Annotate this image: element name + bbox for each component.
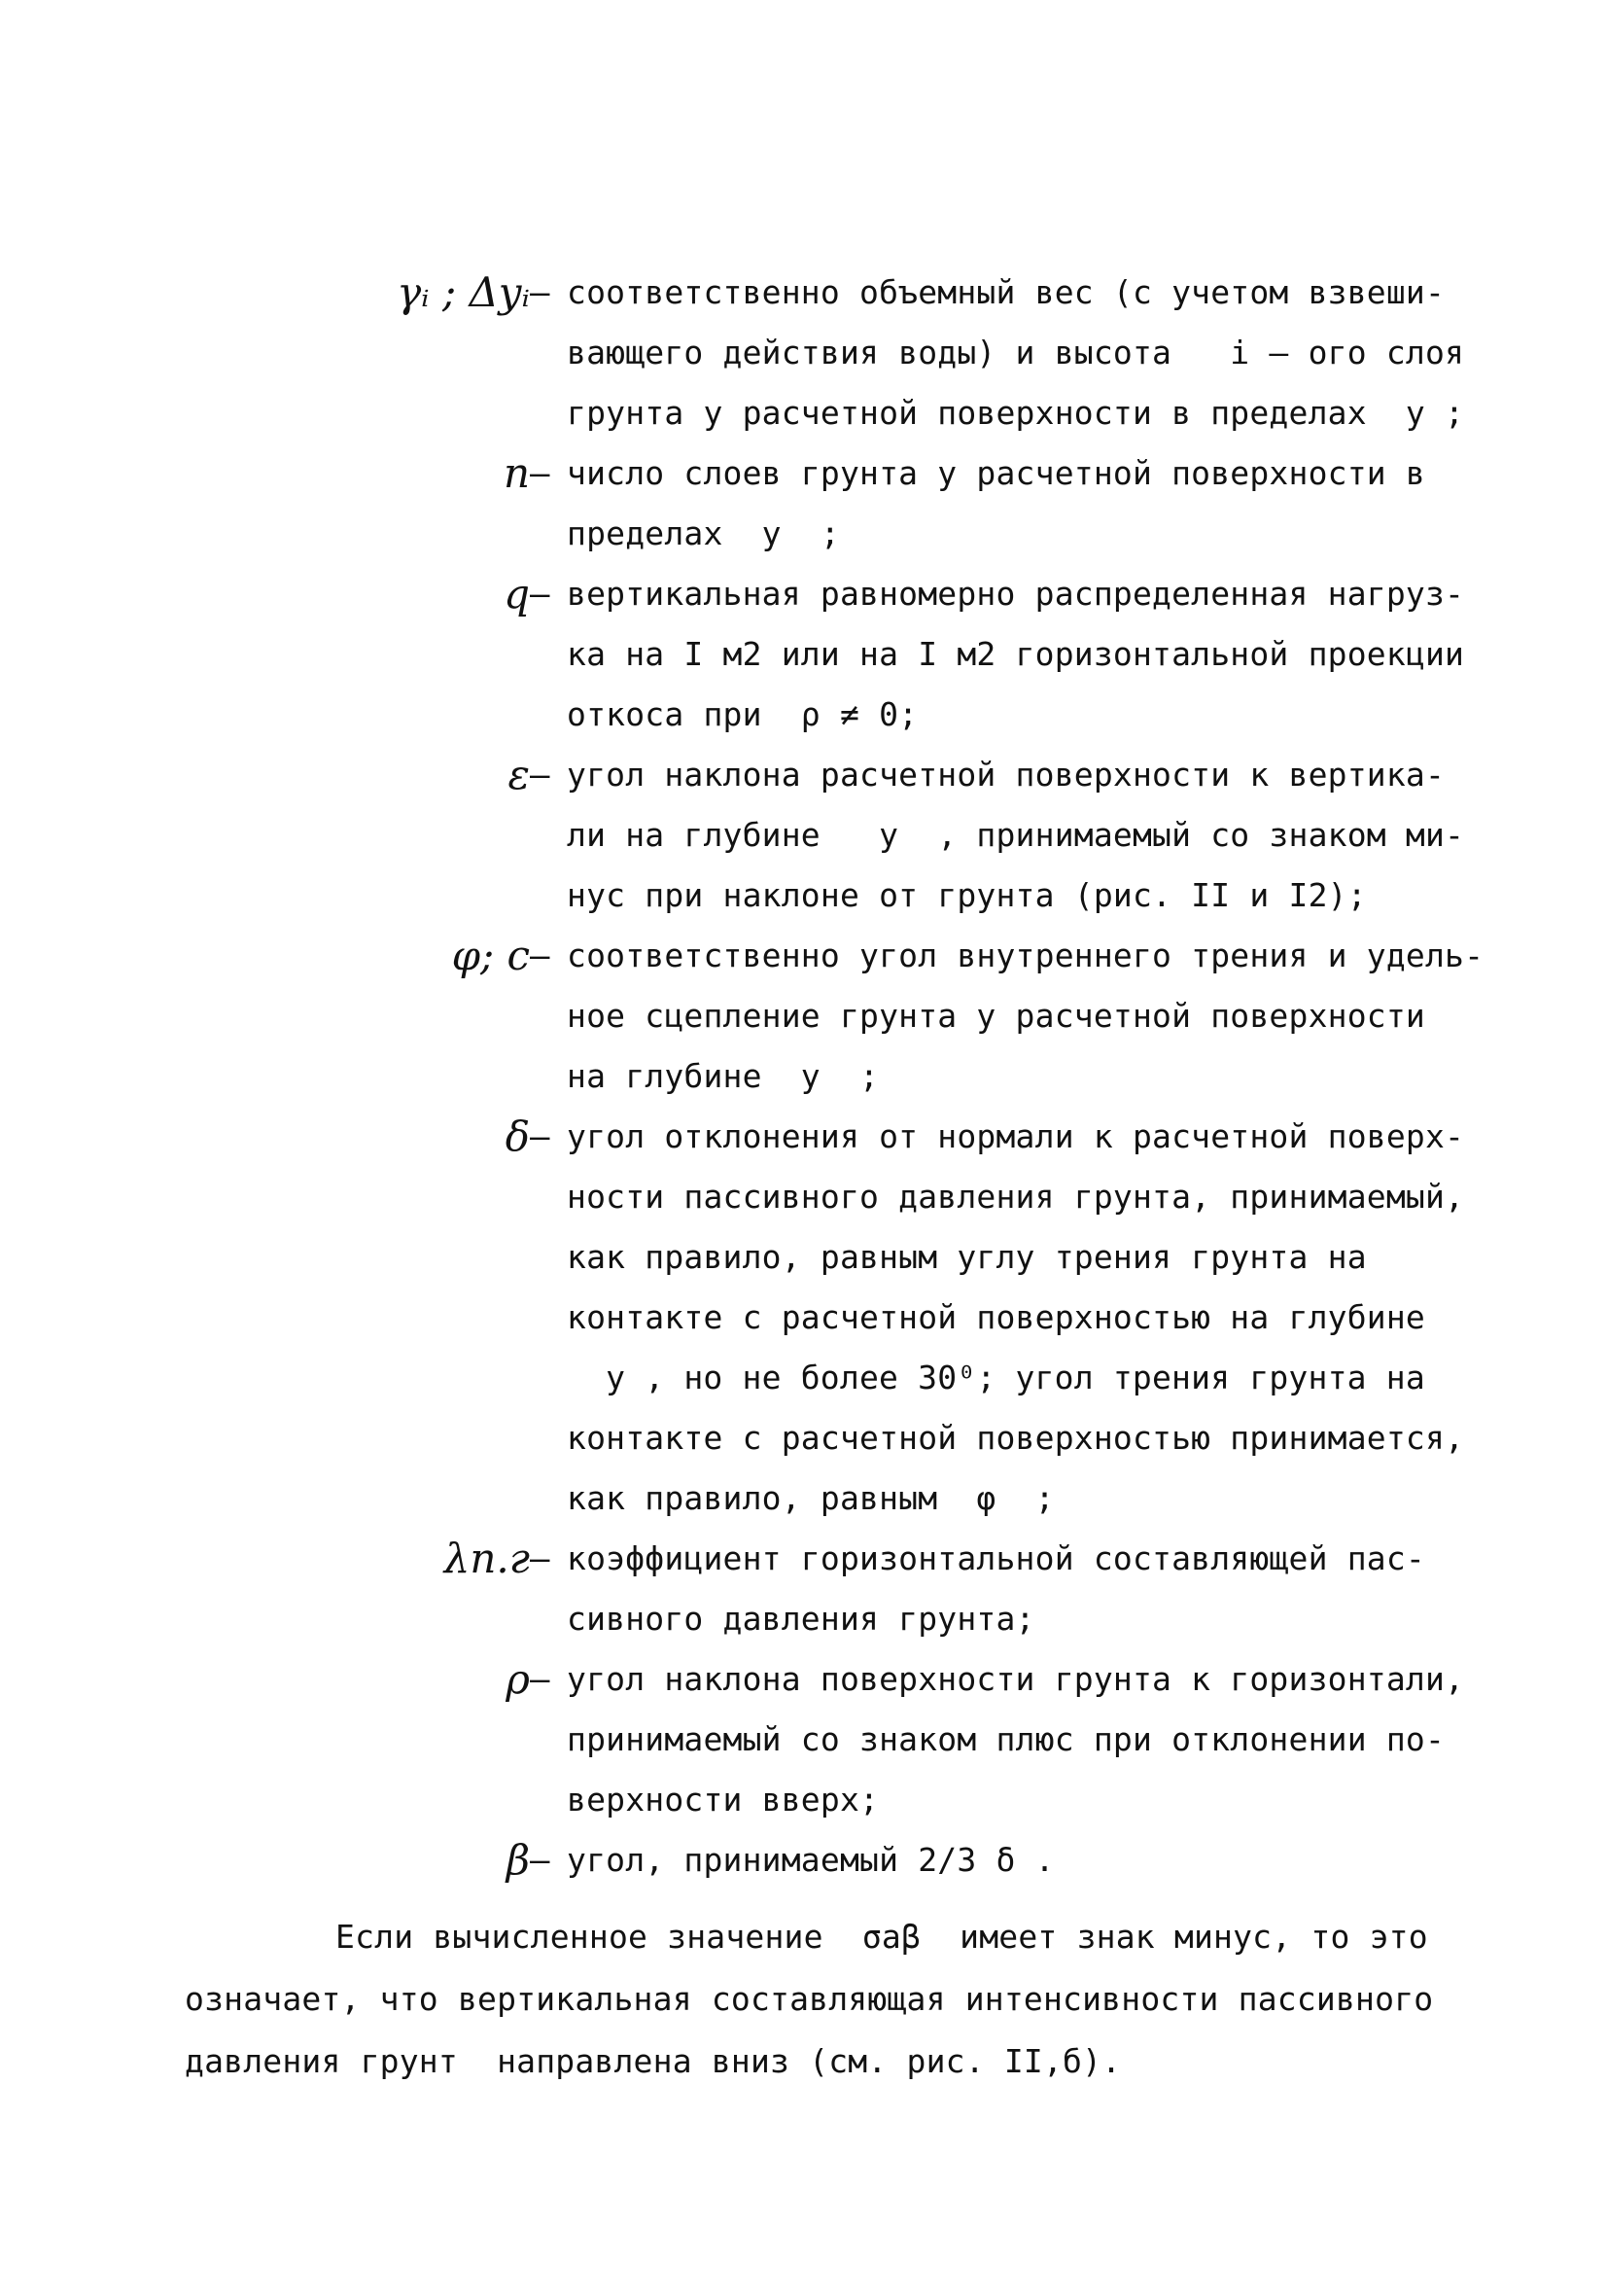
definition-line: угол отклонения от нормали к расчетной поверх- [567,1117,1465,1155]
definition-dash: – [530,1539,550,1578]
definition-line: y , но не более 30⁰; угол трения грунта на [586,1359,1425,1396]
definition-delta [0,1107,1607,1529]
definition-dash: – [530,1841,550,1880]
paragraph-line: давления грунт направлена вниз (см. рис. II,б). [185,2042,1122,2080]
definition-line: ка на I м2 или на I м2 горизонтальной проекции [567,635,1465,673]
definition-beta [0,1830,1607,1890]
definition-rho [0,1649,1607,1830]
definition-dash: – [530,1117,550,1156]
definition-symbol: β [506,1836,530,1884]
definition-line: соответственно объемный вес (с учетом взвеши- [567,273,1446,311]
definition-dash: – [530,454,550,493]
definition-line: откоса при ρ ≠ 0; [567,695,919,733]
definition-symbol: ε [507,751,530,798]
definition-symbol: n [503,449,530,497]
definition-line: пределах y ; [567,514,840,552]
definition-dash: – [530,936,550,975]
paragraph-line: означает, что вертикальная составляющая интенсивности пассивного [185,1980,1434,2018]
definition-symbol: ρ [506,1655,530,1703]
definitions-list [0,263,1607,1890]
definition-symbol: δ [505,1113,530,1160]
definition-symbol: λп.г [443,1535,530,1582]
definition-gamma-delta-y [0,263,1607,443]
definition-line: ли на глубине y , принимаемый со знаком ми- [567,816,1465,854]
definition-line: угол, принимаемый 2/3 δ . [567,1841,1055,1879]
definition-line: ное сцепление грунта у расчетной поверхности [567,997,1425,1035]
definition-symbol: q [504,570,530,618]
definition-line: на глубине y ; [567,1057,880,1095]
definition-line: коэффициент горизонтальной составляющей пас- [567,1539,1425,1577]
definition-symbol: γᵢ ; Δyᵢ [397,268,530,316]
definition-line: как правило, равным углу трения грунта на [567,1238,1367,1276]
definition-dash: – [530,273,550,312]
paragraph-line: Если вычисленное значение σaβ имеет знак минус, то это [335,1918,1428,1956]
definition-n [0,443,1607,564]
definition-line: соответственно угол внутреннего трения и удель- [567,936,1485,974]
definition-line: угол наклона поверхности грунта к горизонтали, [567,1660,1465,1698]
definition-line: контакте с расчетной поверхностью принимается, [567,1419,1465,1457]
definition-dash: – [530,1660,550,1699]
definition-line: грунта у расчетной поверхности в пределах y ; [567,394,1465,432]
definition-epsilon [0,745,1607,926]
definition-line: как правило, равным φ ; [567,1479,1055,1517]
definition-line: число слоев грунта у расчетной поверхности в [567,454,1425,492]
definition-line: вающего действия воды) и высота i – ого слоя [567,334,1465,371]
definition-line: угол наклона расчетной поверхности к вертика- [567,756,1446,794]
definition-symbol: φ; c [451,932,530,979]
definition-line: принимаемый со знаком плюс при отклонении по- [567,1720,1446,1758]
definition-line: сивного давления грунта; [567,1600,1035,1638]
definition-line: верхности вверх; [567,1781,880,1819]
definition-line: контакте с расчетной поверхностью на глубине [567,1298,1425,1336]
definition-line: ности пассивного давления грунта, принимаемый, [567,1178,1465,1216]
definition-line: вертикальная равномерно распределенная нагруз- [567,575,1465,613]
definition-lambda [0,1529,1607,1649]
closing-paragraph [185,1906,1449,2093]
definition-dash: – [530,575,550,614]
definition-dash: – [530,756,550,795]
definition-line: нус при наклоне от грунта (рис. II и I2); [567,876,1367,914]
definition-q [0,564,1607,745]
definition-phi-c [0,926,1607,1107]
